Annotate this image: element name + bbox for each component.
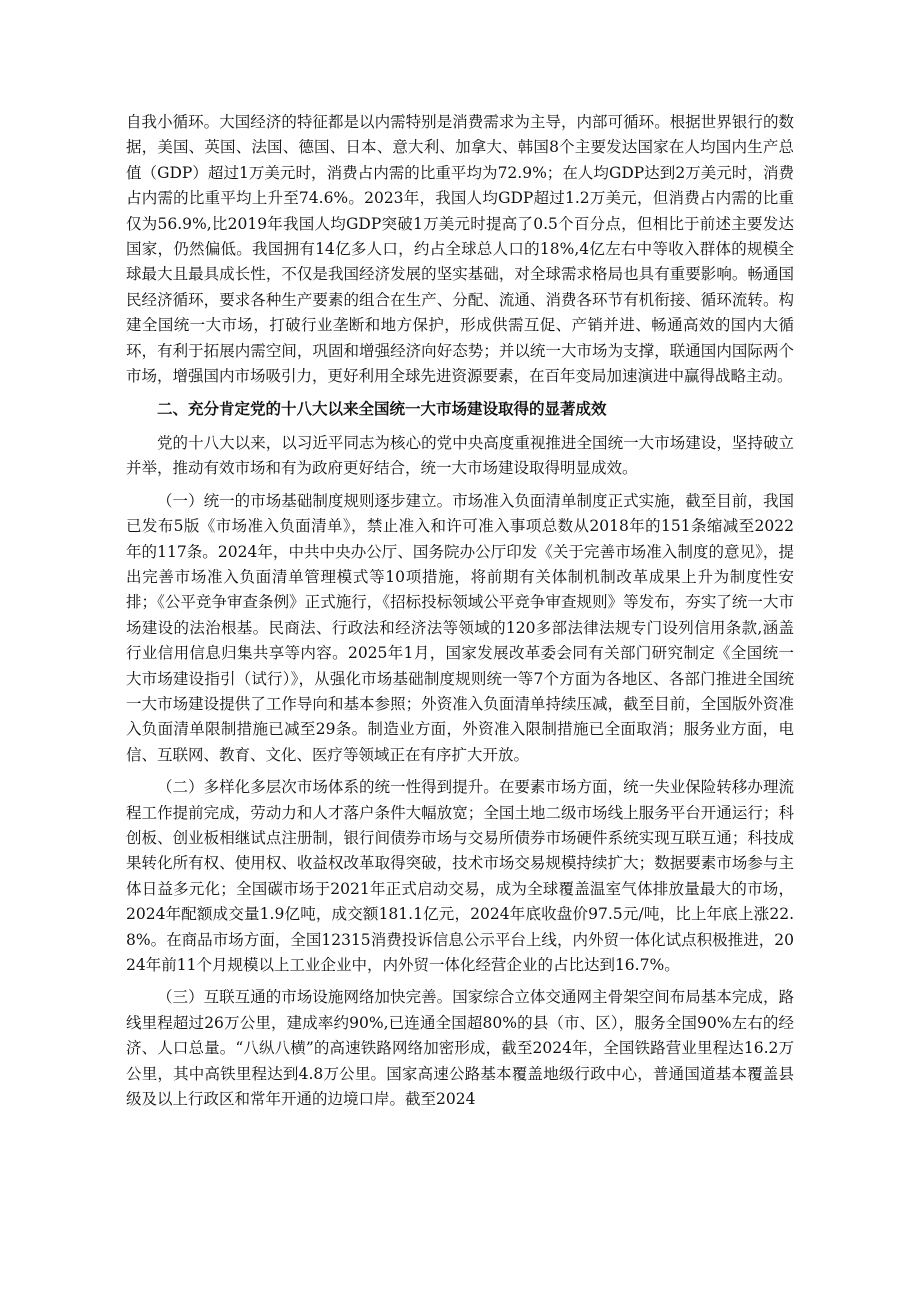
document-body — [126, 110, 794, 1112]
section-heading: 二、充分肯定党的十八大以来全国统一大市场建设取得的显著成效 — [157, 400, 607, 419]
intro-paragraph: 党的十八大以来，以习近平同志为核心的党中央高度重视推进全国统一大市场建设，坚持破立并举，推动有效市场和有为政府更好结合，统一大市场建设取得明显成效。 — [126, 433, 794, 478]
item-2-paragraph: （二）多样化多层次市场体系的统一性得到提升。在要素市场方面，统一失业保险转移办理流程工作提前完成，劳动力和人才落户条件大幅放宽；全国土地二级市场线上服务平台开通运行；科创板、创业板相继试点注册制，银行间债券市场与交易所债券市场硬件系统实现互联互通；科技成果转化所有权、使用权、收益权改革取得突破，技术市场交易规模持续扩大；数据要素市场参与主体日益多元化；全国碳市场于2021年正式启动交易，成为全球覆盖温室气体排放量最大的市场，2024年配额成交量1.9亿吨，成交额181.1亿元，2024年底收盘价97.5元/吨，比上年底上涨22.8%。在商品市场方面，全国12315消费投诉信息公示平台上线，内外贸一体化试点积极推进，2024年前11个月规模以上工业企业中，内外贸一体化经营企业的占比达到16.7%。 — [126, 778, 794, 974]
item-3-paragraph: （三）互联互通的市场设施网络加快完善。国家综合立体交通网主骨架空间布局基本完成，路线里程超过26万公里，建成率约90%,已连通全国超80%的县（市、区），服务全国90%左右的经济、人口总量。“八纵八横”的高速铁路网络加密形成，截至2024年，全国铁路营业里程达16.2万公里，其中高铁里程达到4.8万公里。国家高速公路基本覆盖地级行政中心，普通国道基本覆盖县级及以上行政区和常年开通的边境口岸。截至2024 — [126, 988, 794, 1109]
paragraph-continued: 自我小循环。大国经济的特征都是以内需特别是消费需求为主导，内部可循环。根据世界银行的数据，美国、英国、法国、德国、日本、意大利、加拿大、韩国8个主要发达国家在人均国内生产总值（GDP）超过1万美元时，消费占内需的比重平均为72.9%；在人均GDP达到2万美元时，消费占内需的比重平均上升至74.6%。2023年，我国人均GDP超过1.2万美元，但消费占内需的比重仅为56.9%,比2019年我国人均GDP突破1万美元时提高了0.5个百分点，但相比于前述主要发达国家，仍然偏低。我国拥有14亿多人口，约占全球总人口的18%,4亿左右中等收入群体的规模全球最大且最具成长性，不仅是我国经济发展的坚实基础，对全球需求格局也具有重要影响。畅通国民经济循环，要求各种生产要素的组合在生产、分配、流通、消费各环节有机衔接、循环流转。构建全国统一大市场，打破行业垄断和地方保护，形成供需互促、产销并进、畅通高效的国内大循环，有利于拓展内需空间，巩固和增强经济向好态势；并以统一大市场为支撑，联通国内国际两个市场，增强国内市场吸引力，更好利用全球先进资源要素，在百年变局加速演进中赢得战略主动。 — [126, 113, 794, 386]
item-1-paragraph: （一）统一的市场基础制度规则逐步建立。市场准入负面清单制度正式实施，截至目前，我国已发布5版《市场准入负面清单》，禁止准入和许可准入事项总数从2018年的151条缩减至2022年的117条。2024年，中共中央办公厅、国务院办公厅印发《关于完善市场准入制度的意见》，提出完善市场准入负面清单管理模式等10项措施，将前期有关体制机制改革成果上升为制度性安排；《公平竞争审查条例》正式施行，《招标投标领域公平竞争审查规则》等发布，夯实了统一大市场建设的法治根基。民商法、行政法和经济法等领域的120多部法律法规专门设列信用条款,涵盖行业信用信息归集共享等内容。2025年1月，国家发展改革委会同有关部门研究制定《全国统一大市场建设指引（试行）》，从强化市场基础制度规则统一等7个方面为各地区、各部门推进全国统一大市场建设提供了工作导向和基本参照；外资准入负面清单持续压减，截至目前，全国版外资准入负面清单限制措施已减至29条。制造业方面，外资准入限制措施已全面取消；服务业方面，电信、互联网、教育、文化、医疗等领域正在有序扩大开放。 — [126, 491, 794, 764]
